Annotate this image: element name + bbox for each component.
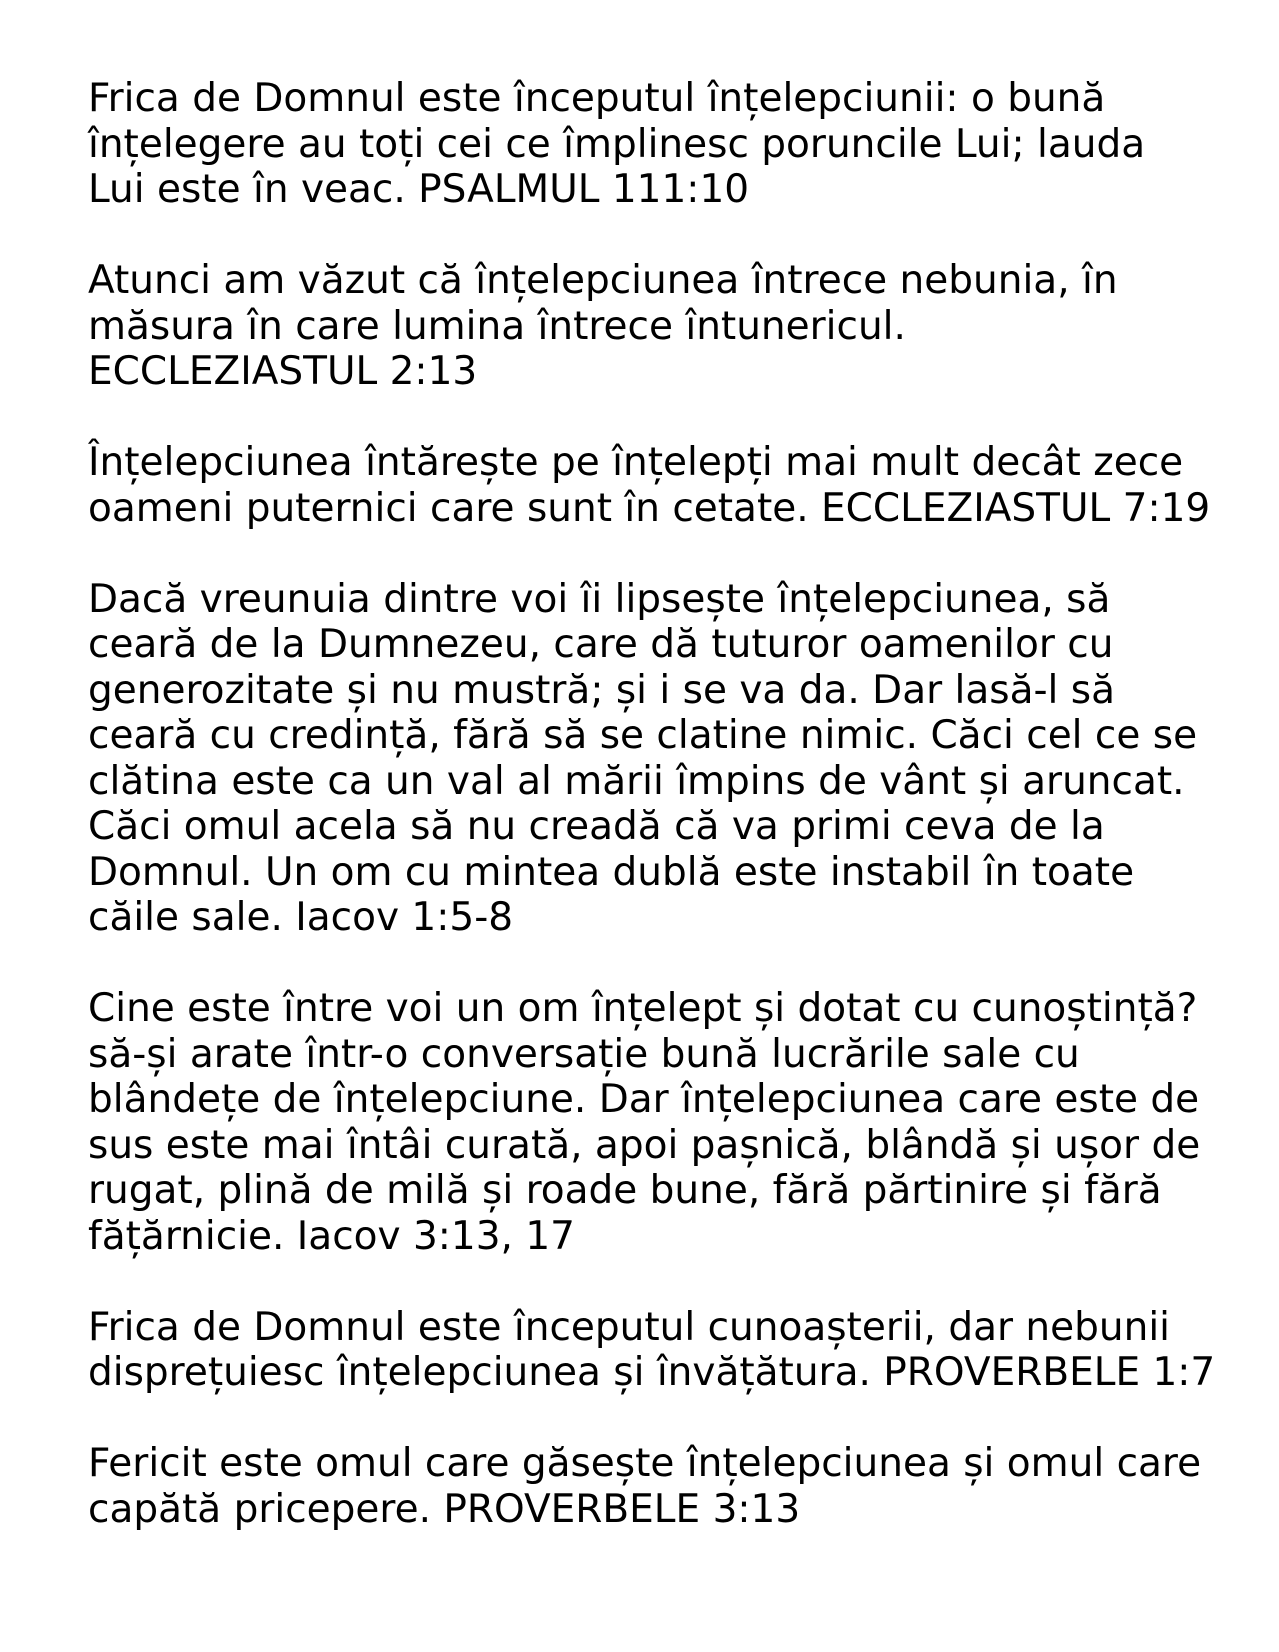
verse-paragraph-ecclesiastes-2-13: Atunci am văzut că înțelepciunea întrece nebunia, în măsura în care lumina întrece întunericul. ECCLEZIASTUL 2:13 [88,258,1118,394]
verse-paragraph-james-1-5-8: Dacă vreunuia dintre voi îi lipsește înțelepciunea, să ceară de la Dumnezeu, care dă tuturor oamenilor cu generozitate și nu mustră; și i se va da. Dar lasă-l să ceară cu credință, fără să se clatine nimic. Căci cel ce se clătina este ca un val al mării împins de vânt și aruncat. Căci omul acela să nu creadă că va primi ceva de la Domnul. Un om cu mintea dublă este instabil în toate căile sale. Iacov 1:5-8 [88,576,1198,940]
verse-paragraph-psalm-111-10: Frica de Domnul este începutul înțelepciunii: o bună înțelegere au toți cei ce împlinesc poruncile Lui; lauda Lui este în veac. PSALMUL 111:10 [88,76,1146,212]
verse-paragraph-proverbs-3-13: Fericit este omul care găsește înțelepciunea și omul care capătă pricepere. PROVERBELE 3:13 [88,1441,1202,1532]
verse-paragraph-james-3-13-17: Cine este între voi un om înțelept și dotat cu cunoștință? să-și arate într-o conversație bună lucrările sale cu blândețe de înțelepciune. Dar înțelepciunea care este de sus este mai întâi curată, apoi pașnică, blândă și ușor de rugat, plină de milă și roade bune, fără părtinire și fără fățărnicie. Iacov 3:13, 17 [88,986,1201,1259]
verse-paragraph-ecclesiastes-7-19: Înțelepciunea întărește pe înțelepți mai mult decât zece oameni puternici care sunt în cetate. ECCLEZIASTUL 7:19 [88,440,1211,531]
document-page [88,76,1228,1532]
verse-paragraph-proverbs-1-7: Frica de Domnul este începutul cunoașterii, dar nebunii disprețuiesc înțelepciunea și învățătura. PROVERBELE 1:7 [88,1304,1216,1395]
